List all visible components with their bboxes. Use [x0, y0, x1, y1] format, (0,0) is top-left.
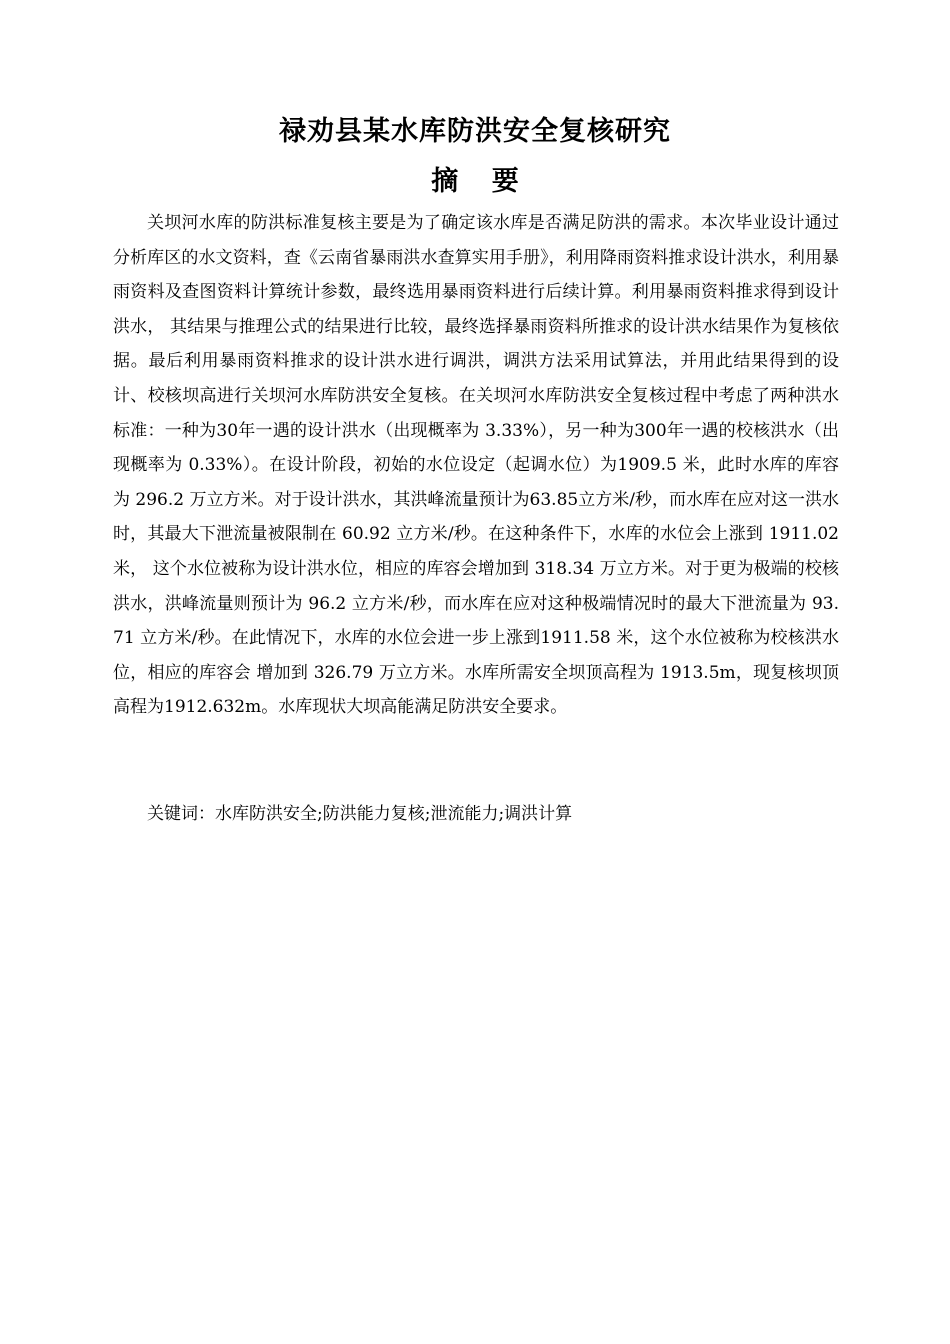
document-title: 禄劝县某水库防洪安全复核研究 — [279, 116, 671, 147]
abstract-paragraph: 关坝河水库的防洪标准复核主要是为了确定该水库是否满足防洪的需求。本次毕业设计通过分析库区的水文资料，查《云南省暴雨洪水查算实用手册》，利用降雨资料推求设计洪水，利用暴雨资料及查图资料计算统计参数，最终选用暴雨资料进行后续计算。利用暴雨资料推求得到设计洪水， 其结果与推理公式的结果进行比较，最终选择暴雨资料所推求的设计洪水结果作为复核依据。最后利用暴雨资料推求的设计洪水进行调洪，调洪方法采用试算法，并用此结果得到的设计、校核坝高进行关坝河水库防洪安全复核。在关坝河水库防洪安全复核过程中考虑了两种洪水标准：一种为30年一遇的设计洪水（出现概率为 3.33%），另一种为300年一遇的校核洪水（出现概率为 0.33%）。在设计阶段，初始的水位设定（起调水位）为1909.5 米，此时水库的库容为 296.2 万立方米。对于设计洪水，其洪峰流量预计为63.85立方米/秒，而水库在应对这一洪水时，其最大下泄流量被限制在 60.92 立方米/秒。在这种条件下，水库的水位会上涨到 1911.02 米， 这个水位被称为设计洪水位，相应的库容会增加到 318.34 万立方米。对于更为极端的校核洪水，洪峰流量则预计为 96.2 立方米/秒，而水库在应对这种极端情况时的最大下泄流量为 93.71 立方米/秒。在此情况下，水库的水位会进一步上涨到1911.58 米，这个水位被称为校核洪水位，相应的库容会 增加到 326.79 万立方米。水库所需安全坝顶高程为 1913.5m，现复核坝顶高程为1912.632m。水库现状大坝高能满足防洪安全要求。 — [113, 213, 839, 718]
abstract-heading: 摘 要 — [431, 166, 531, 197]
keywords-line: 关键词：水库防洪安全;防洪能力复核;泄流能力;调洪计算 — [147, 804, 573, 824]
